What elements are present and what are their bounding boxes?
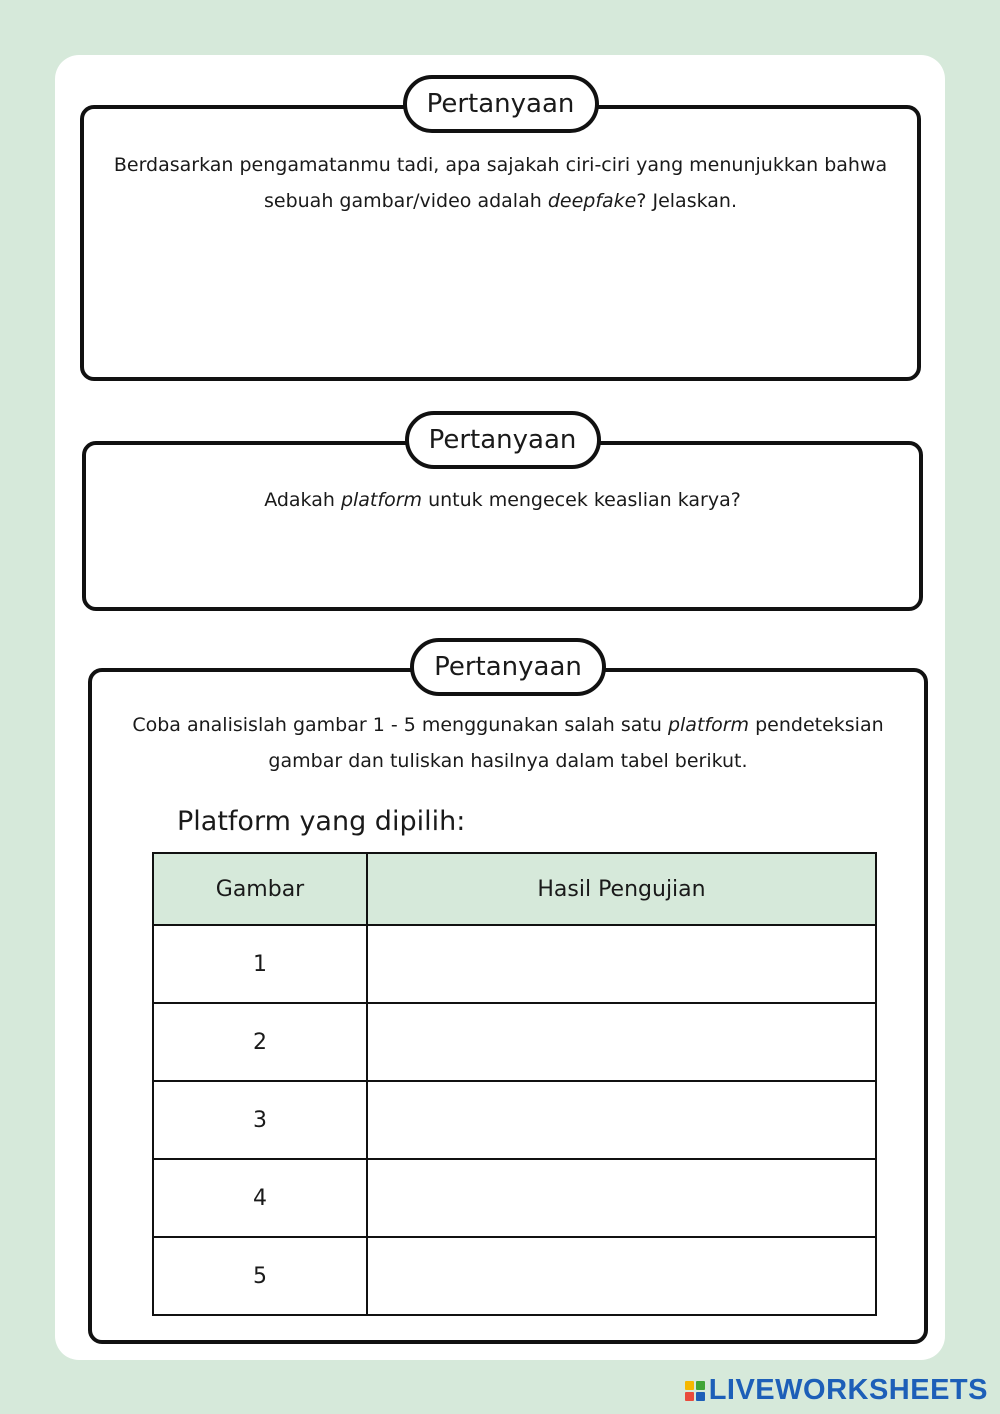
result-cell[interactable] (367, 1159, 876, 1237)
watermark-text: LIVEWORKSHEETS (708, 1374, 988, 1406)
row-number: 2 (153, 1003, 367, 1081)
question-box-2 (82, 425, 923, 611)
question-label-1: Pertanyaan (403, 75, 599, 133)
table-row (153, 1003, 876, 1081)
question-text-1-emphasis: deepfake (547, 190, 637, 212)
table-header-row (153, 853, 876, 925)
table-row (153, 925, 876, 1003)
question-text-3-part1: Coba analisislah gambar 1 - 5 menggunakan salah satu (132, 714, 668, 736)
question-text-3-part2: pendeteksian gambar dan tuliskan hasilnya dalam tabel berikut. (268, 714, 884, 772)
result-cell[interactable] (367, 925, 876, 1003)
table-row (153, 1081, 876, 1159)
liveworksheets-watermark (685, 1374, 988, 1407)
table-row (153, 1159, 876, 1237)
logo-square (696, 1392, 705, 1401)
row-number: 3 (153, 1081, 367, 1159)
result-cell[interactable] (367, 1081, 876, 1159)
platform-label: Platform yang dipilih: (177, 806, 466, 837)
result-cell[interactable] (367, 1003, 876, 1081)
question-text-2 (106, 482, 899, 518)
question-box-3 (88, 652, 928, 1344)
logo-square (696, 1381, 705, 1390)
logo-square (685, 1381, 694, 1390)
question-text-2-part1: Adakah (264, 489, 341, 511)
question-text-3-emphasis: platform (667, 714, 750, 736)
row-number: 1 (153, 925, 367, 1003)
liveworksheets-logo-icon (685, 1381, 705, 1401)
question-text-3 (112, 707, 904, 779)
result-cell[interactable] (367, 1237, 876, 1315)
header-hasil-pengujian: Hasil Pengujian (367, 853, 876, 925)
table-row (153, 1237, 876, 1315)
question-text-1 (104, 147, 897, 219)
question-text-1-part2: ? Jelaskan. (636, 190, 737, 212)
row-number: 5 (153, 1237, 367, 1315)
question-label-3: Pertanyaan (410, 638, 606, 696)
question-text-2-emphasis: platform (340, 489, 423, 511)
header-gambar: Gambar (153, 853, 367, 925)
logo-square (685, 1392, 694, 1401)
question-text-2-part2: untuk mengecek keaslian karya? (422, 489, 741, 511)
question-text-1-part1: Berdasarkan pengamatanmu tadi, apa sajakah ciri-ciri yang menunjukkan bahwa sebuah gambar/video adalah (113, 154, 888, 212)
question-label-2: Pertanyaan (405, 411, 601, 469)
question-box-1 (80, 89, 921, 381)
results-table (152, 852, 877, 1316)
row-number: 4 (153, 1159, 367, 1237)
